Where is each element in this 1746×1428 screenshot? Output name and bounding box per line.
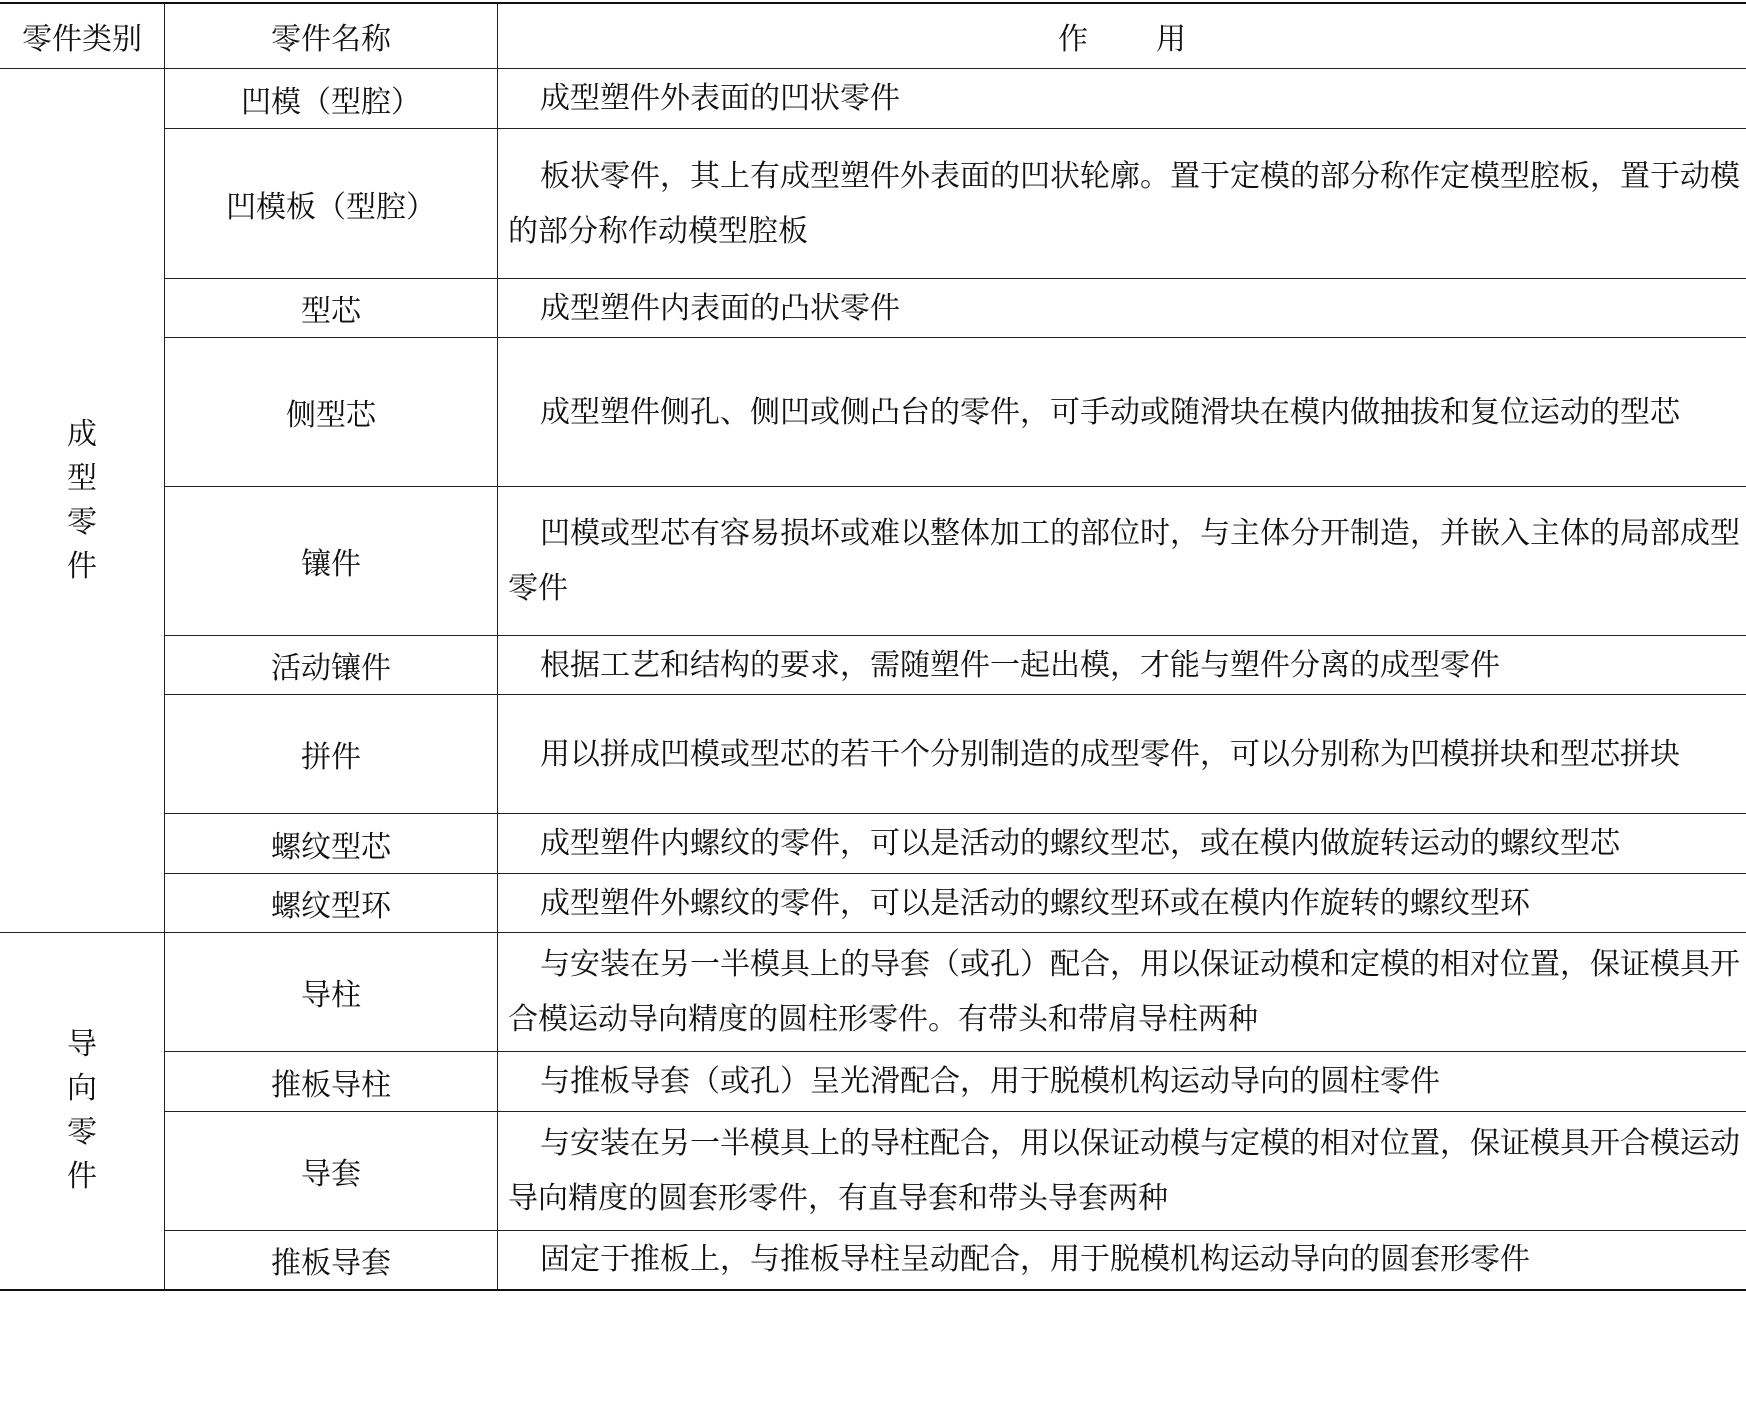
function-text: 用以拼成凹模或型芯的若干个分别制造的成型零件，可以分别称为凹模拼块和型芯拼块 — [540, 736, 1680, 772]
part-name: 导柱 — [165, 933, 498, 1052]
part-function — [498, 695, 1746, 814]
part-name: 螺纹型芯 — [165, 814, 498, 874]
table-row — [0, 69, 1746, 129]
part-function — [498, 1052, 1746, 1112]
table-row — [0, 1112, 1746, 1231]
parts-table — [0, 2, 1746, 1291]
part-name: 推板导柱 — [165, 1052, 498, 1112]
table-row — [0, 338, 1746, 487]
part-function — [498, 1112, 1746, 1231]
part-name: 型芯 — [165, 279, 498, 338]
category-label: 导向零件 — [67, 1026, 97, 1194]
part-name: 活动镶件 — [165, 636, 498, 695]
function-text: 根据工艺和结构的要求，需随塑件一起出模，才能与塑件分离的成型零件 — [540, 647, 1500, 683]
function-text: 成型塑件内表面的凸状零件 — [540, 290, 900, 326]
part-function — [498, 636, 1746, 695]
part-name: 导套 — [165, 1112, 498, 1231]
part-name: 凹模板（型腔） — [165, 129, 498, 279]
table-row — [0, 279, 1746, 338]
table-row — [0, 874, 1746, 933]
table-row — [0, 636, 1746, 695]
part-function — [498, 338, 1746, 487]
function-text: 凹模或型芯有容易损坏或难以整体加工的部位时，与主体分开制造，并嵌入主体的局部成型零件 — [508, 516, 1740, 606]
table-row — [0, 487, 1746, 636]
part-function — [498, 129, 1746, 279]
part-function — [498, 933, 1746, 1052]
part-function — [498, 1231, 1746, 1290]
part-name: 螺纹型环 — [165, 874, 498, 933]
function-text: 成型塑件内螺纹的零件，可以是活动的螺纹型芯，或在模内做旋转运动的螺纹型芯 — [540, 826, 1620, 861]
table-row — [0, 695, 1746, 814]
table-row — [0, 1052, 1746, 1112]
part-function — [498, 874, 1746, 933]
part-name: 凹模（型腔） — [165, 69, 498, 129]
header-category: 零件类别 — [0, 3, 165, 69]
function-text: 与推板导套（或孔）呈光滑配合，用于脱模机构运动导向的圆柱零件 — [540, 1064, 1440, 1099]
part-name: 推板导套 — [165, 1231, 498, 1290]
function-text: 与安装在另一半模具上的导柱配合，用以保证动模与定模的相对位置，保证模具开合模运动导向精度的圆套形零件，有直导套和带头导套两种 — [508, 1126, 1740, 1216]
category-label: 成型零件 — [67, 416, 97, 584]
part-function — [498, 279, 1746, 338]
header-function: 作用 — [498, 3, 1746, 69]
function-text: 固定于推板上，与推板导柱呈动配合，用于脱模机构运动导向的圆套形零件 — [540, 1242, 1530, 1278]
header-part-name: 零件名称 — [165, 3, 498, 69]
part-function — [498, 814, 1746, 874]
part-name: 拼件 — [165, 695, 498, 814]
table-header-row — [0, 3, 1746, 69]
table-row — [0, 814, 1746, 874]
category-cell-molding — [0, 69, 165, 933]
function-text: 成型塑件外螺纹的零件，可以是活动的螺纹型环或在模内作旋转的螺纹型环 — [540, 885, 1530, 921]
table-row — [0, 129, 1746, 279]
table-row — [0, 1231, 1746, 1290]
table-row — [0, 933, 1746, 1052]
function-text: 成型塑件侧孔、侧凹或侧凸台的零件，可手动或随滑块在模内做抽拔和复位运动的型芯 — [540, 394, 1680, 430]
function-text: 板状零件，其上有成型塑件外表面的凹状轮廓。置于定模的部分称作定模型腔板，置于动模的部分称作动模型腔板 — [508, 158, 1740, 249]
part-function — [498, 69, 1746, 129]
part-function — [498, 487, 1746, 636]
function-text: 成型塑件外表面的凹状零件 — [540, 81, 900, 116]
function-text: 与安装在另一半模具上的导套（或孔）配合，用以保证动模和定模的相对位置，保证模具开合模运动导向精度的圆柱形零件。有带头和带肩导柱两种 — [508, 947, 1740, 1037]
category-cell-guiding — [0, 933, 165, 1290]
part-name: 镶件 — [165, 487, 498, 636]
part-name: 侧型芯 — [165, 338, 498, 487]
